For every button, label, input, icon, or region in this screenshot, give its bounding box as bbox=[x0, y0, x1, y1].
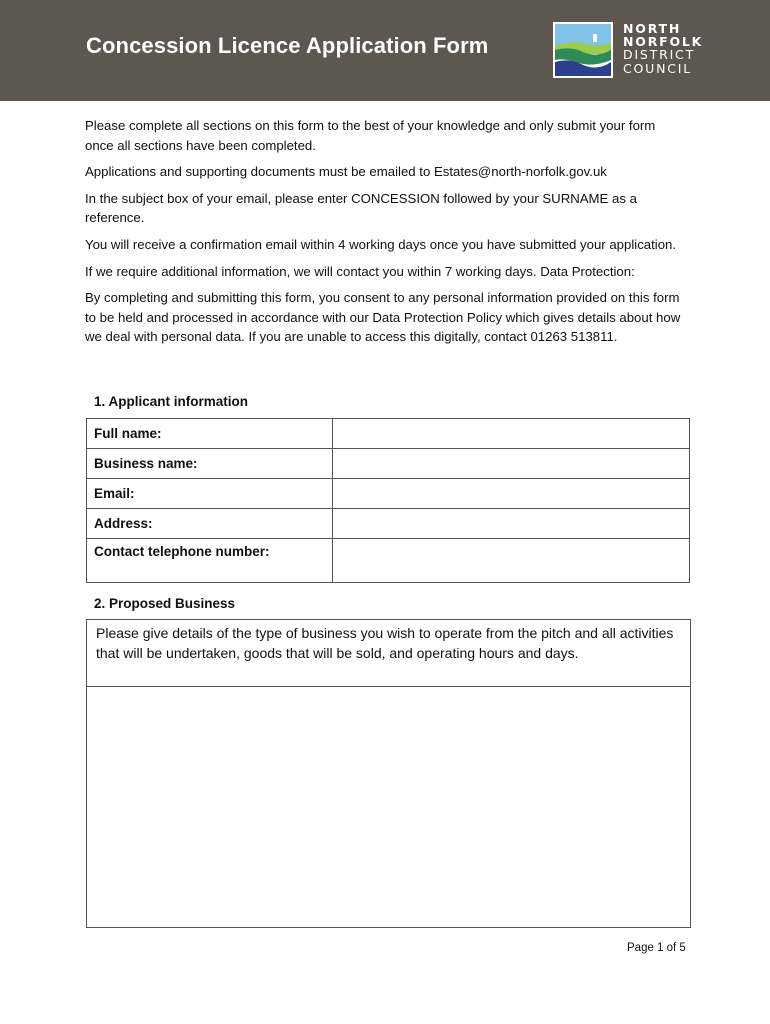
council-logo-text bbox=[623, 22, 703, 75]
table-row bbox=[87, 509, 690, 539]
address-field[interactable] bbox=[333, 509, 690, 539]
logo-line-2: NORFOLK bbox=[623, 34, 704, 50]
table-row bbox=[87, 479, 690, 509]
page-header bbox=[0, 0, 770, 101]
question-text: Please give details of the type of business you wish to operate from the pitch and all activities that will be undertaken, goods that will be sold, and operating hours and days. bbox=[96, 625, 674, 661]
intro-paragraph: If we require additional information, we will contact you within 7 working days. Data Protection: bbox=[85, 263, 635, 279]
proposed-business-box bbox=[86, 619, 691, 928]
telephone-label: Contact telephone number: bbox=[87, 539, 333, 583]
address-label: Address: bbox=[87, 509, 333, 539]
table-row bbox=[87, 419, 690, 449]
business-name-field[interactable] bbox=[333, 449, 690, 479]
proposed-business-answer-field[interactable] bbox=[87, 687, 690, 927]
applicant-information-table bbox=[86, 418, 690, 583]
logo-line-4: COUNCIL bbox=[623, 60, 693, 76]
table-row bbox=[87, 539, 690, 583]
intro-paragraph: By completing and submitting this form, you consent to any personal information provided on this form to be held and processed in accordance with our Data Protection Policy which gives details about how we deal with personal data. If you are unable to access this digitally, contact 01263 513811. bbox=[85, 290, 681, 345]
intro-paragraph: You will receive a confirmation email within 4 working days once you have submitted your application. bbox=[85, 236, 677, 252]
business-name-label: Business name: bbox=[87, 449, 333, 479]
telephone-field[interactable] bbox=[333, 539, 690, 583]
table-row bbox=[87, 449, 690, 479]
email-field[interactable] bbox=[333, 479, 690, 509]
section-2-heading: 2. Proposed Business bbox=[94, 596, 236, 611]
intro-paragraph: Please complete all sections on this form to the best of your knowledge and only submit your form once all sections have been completed. bbox=[85, 118, 656, 153]
intro-paragraph: Applications and supporting documents must be emailed to Estates@north-norfolk.gov.uk bbox=[85, 164, 607, 180]
logo-line-3: DISTRICT bbox=[623, 47, 696, 63]
intro-paragraph: In the subject box of your email, please enter CONCESSION followed by your SURNAME as a reference. bbox=[85, 190, 637, 226]
email-label: Email: bbox=[87, 479, 333, 509]
form-title: Concession Licence Application Form bbox=[86, 33, 489, 58]
intro-text bbox=[85, 116, 685, 354]
council-logo-icon bbox=[553, 22, 613, 78]
section-1-heading: 1. Applicant information bbox=[94, 394, 249, 409]
full-name-label: Full name: bbox=[87, 419, 333, 449]
logo-line-1: NORTH bbox=[623, 21, 682, 36]
proposed-business-question bbox=[87, 620, 690, 687]
full-name-field[interactable] bbox=[333, 419, 690, 449]
page-number: Page 1 of 5 bbox=[627, 942, 686, 954]
